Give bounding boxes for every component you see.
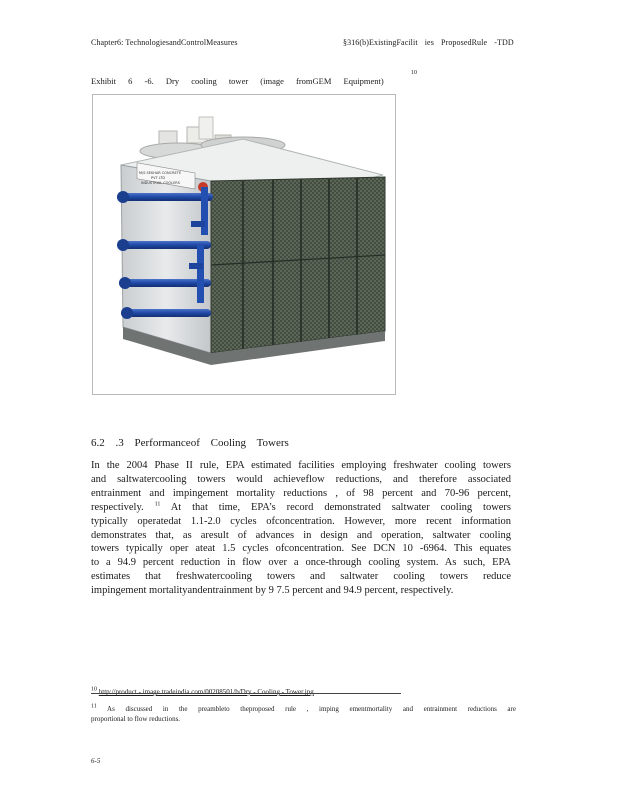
body-line: estimates that freshwatercooling towers and saltwater cooling towers reduce bbox=[91, 571, 511, 583]
footnote-divider bbox=[91, 693, 401, 694]
body-line: In the 2004 Phase II rule, EPA estimated facilities employing freshwater cooling towers bbox=[91, 460, 511, 471]
footnote-10 bbox=[91, 688, 314, 696]
body-line: respectively. $^{11}$ At that time, EPA’s record demonstrated saltwater cooling towers bbox=[91, 501, 512, 513]
exhibit-footnote-ref: 10 bbox=[411, 70, 417, 76]
body-paragraph bbox=[91, 459, 511, 598]
nameplate-line-3: INDUSTRIAL COOLERS bbox=[141, 181, 180, 185]
footnote-ref-11: 11 bbox=[154, 501, 161, 508]
footnote-10-number: 10 bbox=[91, 686, 97, 693]
page-number: 6-5 bbox=[91, 757, 101, 765]
footnote-11-line: $^{11}$ As discussed in the preambleto theproposed rule , imping ementmortality and entrainment reductions are bbox=[91, 703, 516, 713]
footnote-11 bbox=[91, 704, 516, 724]
section-heading: 6.2 .3 Performanceof Cooling Towers bbox=[91, 437, 289, 449]
exhibit-caption: Exhibit 6 -6. Dry cooling tower (image fromGEM Equipment) bbox=[91, 76, 384, 86]
body-line: typically operatedat 1.1-2.0 cycles ofconcentration. However, more recent information bbox=[91, 515, 511, 527]
body-line: to a 94.9 percent reduction in flow over a once-through cooling system. As such, EPA bbox=[91, 557, 511, 569]
body-line: impingement mortalityandentrainment by 9 7.5 percent and 94.9 percent, respectively. bbox=[91, 585, 454, 597]
dry-cooling-tower-image bbox=[93, 95, 395, 394]
running-header-left: Chapter6: TechnologiesandControlMeasures bbox=[91, 38, 238, 47]
body-line: demonstrates that, as aresult of advances in design and operation, saltwater cooling bbox=[91, 529, 511, 541]
nameplate-line-2: PVT LTD bbox=[151, 176, 166, 180]
running-header-right: §316(b)ExistingFacilit ies ProposedRule -TDD bbox=[343, 38, 514, 47]
footnote-11-line: proportional to flow reductions. bbox=[91, 715, 181, 723]
footnote-10-link[interactable]: http://product - image.tradeindia.com/00208501/b/Dry - Cooling - Tower.jpg bbox=[98, 688, 314, 696]
footnote-11-number: 11 bbox=[91, 703, 97, 710]
body-line: towers typically oper ateat 1.5 cycles ofconcentration. See DCN 10 -6964. This equates bbox=[91, 543, 511, 555]
exhibit-figure bbox=[92, 94, 396, 395]
nameplate-line-1: M/S SEKHAR CONCRETE bbox=[139, 171, 182, 175]
body-line: entrainment and impingement mortality reductions , of 98 percent and 70-96 percent, bbox=[91, 487, 511, 499]
body-line: and saltwatercooling towers would achieveflow reductions, and therefore associated bbox=[91, 473, 511, 485]
